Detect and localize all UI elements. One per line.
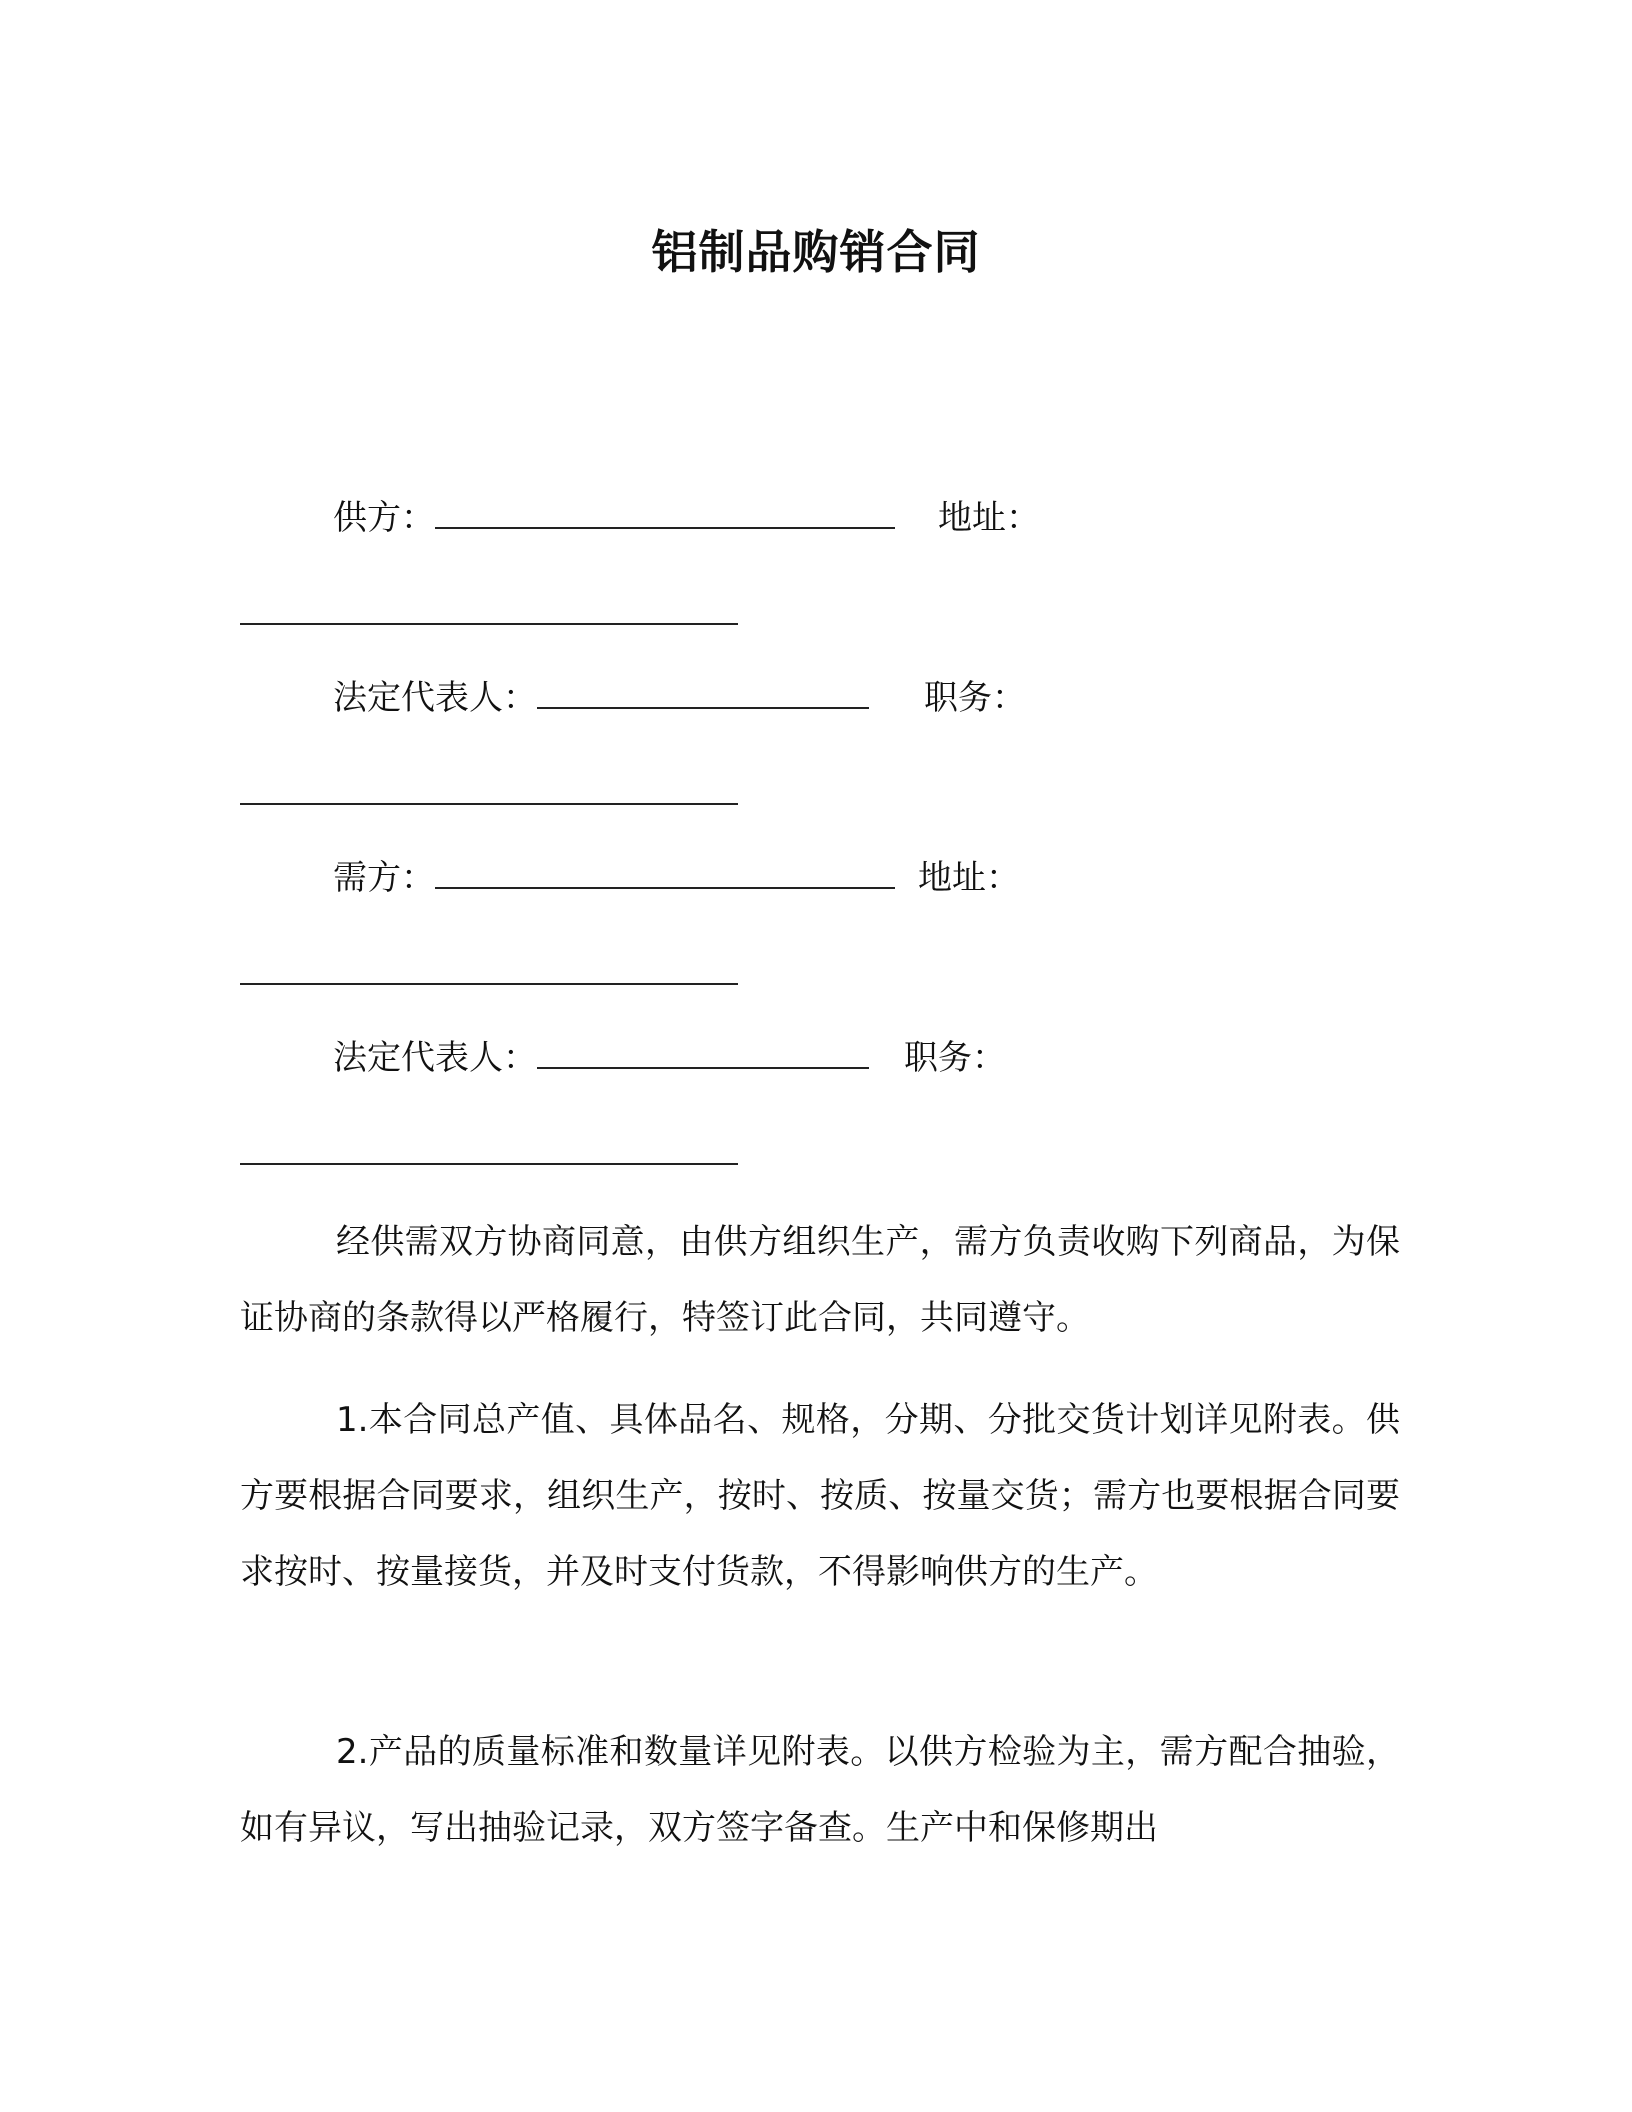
buyer-position-line [904,1034,1006,1082]
paragraph-intro: 经供需双方协商同意，由供方组织生产，需方负责收购下列商品，为保证协商的条款得以严格履行，特签订此合同，共同遵守。 [240,1222,1400,1338]
supplier-position-blank-line [240,770,738,818]
buyer-address-blank-line [240,950,738,998]
document-title: 铝制品购销合同 [651,225,981,279]
buyer-rep-blank[interactable] [537,1037,869,1069]
buyer-rep-label: 法定代表人： [333,1038,537,1078]
supplier-rep-label: 法定代表人： [333,678,537,718]
buyer-address-line [918,854,1020,902]
supplier-label: 供方： [333,498,435,538]
supplier-rep-line [333,674,869,722]
buyer-rep-line [333,1034,869,1082]
buyer-position-blank[interactable] [240,1133,738,1165]
supplier-position-line [924,674,1026,722]
paragraph-clause-2: 2.产品的质量标准和数量详见附表。以供方检验为主，需方配合抽验，如有异议，写出抽验记录，双方签字备查。生产中和保修期出 [240,1732,1400,1848]
buyer-address-blank[interactable] [240,953,738,985]
supplier-address-blank[interactable] [240,593,738,625]
supplier-position-blank[interactable] [240,773,738,805]
buyer-line [333,854,895,902]
supplier-line [333,494,895,542]
buyer-address-label: 地址： [918,858,1020,898]
buyer-label: 需方： [333,858,435,898]
buyer-blank[interactable] [435,857,895,889]
supplier-address-blank-line [240,590,738,638]
paragraph-clause-1: 1.本合同总产值、具体品名、规格，分期、分批交货计划详见附表。供方要根据合同要求，组织生产，按时、按质、按量交货；需方也要根据合同要求按时、按量接货，并及时支付货款，不得影响供方的生产。 [240,1400,1400,1592]
supplier-blank[interactable] [435,497,895,529]
supplier-address-line [938,494,1040,542]
supplier-position-label: 职务： [924,678,1026,718]
buyer-position-blank-line [240,1130,738,1178]
supplier-rep-blank[interactable] [537,677,869,709]
supplier-address-label: 地址： [938,498,1040,538]
buyer-position-label: 职务： [904,1038,1006,1078]
